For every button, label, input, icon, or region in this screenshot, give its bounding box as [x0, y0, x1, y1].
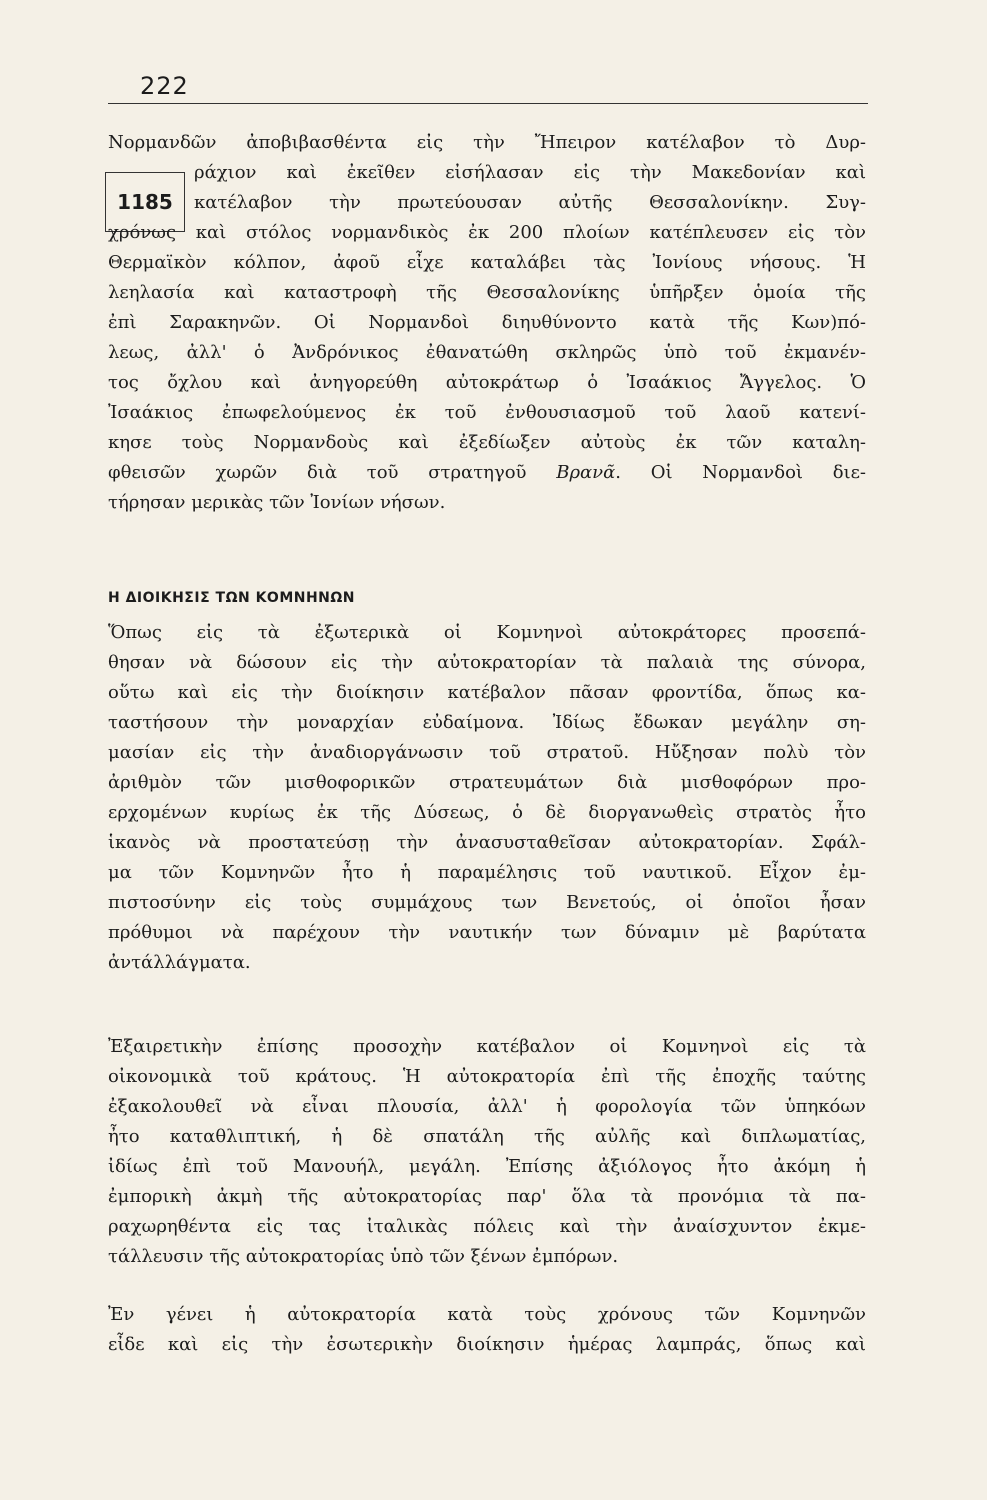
text-line: ἐξακολουθεῖ νὰ εἶναι πλουσία, ἀλλ' ἡ φορολογία τῶν ὑπηκόων — [108, 1096, 866, 1117]
text-line: Ἰσαάκιος ἐπωφελούμενος ἐκ τοῦ ἐνθουσιασμοῦ τοῦ λαοῦ κατενί- — [108, 402, 866, 423]
text-line: ράχιον καὶ ἐκεῖθεν εἰσήλασαν εἰς τὴν Μακεδονίαν καὶ — [194, 162, 866, 183]
text-line: ἀντάλλάγματα. — [108, 952, 251, 973]
paragraph-normans — [108, 128, 866, 518]
text-line: Ἐξαιρετικὴν ἐπίσης προσοχὴν κατέβαλον οἱ Κομνηνοὶ εἰς τὰ — [108, 1036, 866, 1057]
text-segment: φθεισῶν χωρῶν διὰ τοῦ στρατηγοῦ — [108, 462, 527, 483]
text-line: ἀριθμὸν τῶν μισθοφορικῶν στρατευμάτων διὰ μισθοφόρων προ- — [108, 772, 866, 793]
text-line: οὕτω καὶ εἰς τὴν διοίκησιν κατέβαλον πᾶσαν φροντίδα, ὅπως κα- — [108, 682, 866, 703]
text-line: ἐμπορικὴ ἀκμὴ τῆς αὐτοκρατορίας παρ' ὅλα τὰ προνόμια τὰ πα- — [108, 1186, 866, 1207]
text-line: ραχωρηθέντα εἰς τας ἰταλικὰς πόλεις καὶ τὴν ἀναίσχυντον ἐκμε- — [108, 1216, 866, 1237]
text-line: θησαν νὰ δώσουν εἰς τὴν αὐτοκρατορίαν τὰ παλαιὰ της σύνορα, — [108, 652, 866, 673]
text-line: ἱκανὸς νὰ προστατεύσῃ τὴν ἀνασυσταθεῖσαν αὐτοκρατορίαν. Σφάλ- — [108, 832, 866, 853]
text-line: ἐπὶ Σαρακηνῶν. Οἱ Νορμανδοὶ διηυθύνοντο κατὰ τῆς Κων)πό- — [108, 312, 866, 333]
text-line: τάλλευσιν τῆς αὐτοκρατορίας ὑπὸ τῶν ξένων ἐμπόρων. — [108, 1246, 619, 1267]
text-line: ερχομένων κυρίως ἐκ τῆς Δύσεως, ὁ δὲ διοργανωθεὶς στρατὸς ἦτο — [108, 802, 866, 823]
text-line: ἰδίως ἐπὶ τοῦ Μανουήλ, μεγάλη. Ἐπίσης ἀξιόλογος ἦτο ἀκόμη ἡ — [108, 1156, 866, 1177]
text-line: οἰκονομικὰ τοῦ κράτους. Ἡ αὐτοκρατορία ἐπὶ τῆς ἐποχῆς ταύτης — [108, 1066, 866, 1087]
text-line: Νορμανδῶν ἀποβιβασθέντα εἰς τὴν Ἤπειρον κατέλαβον τὸ Δυρ- — [108, 132, 866, 153]
year-marker: 1185 — [105, 172, 185, 232]
text-line: εἶδε καὶ εἰς τὴν ἐσωτερικὴν διοίκησιν ἡμέρας λαμπράς, ὅπως καὶ — [108, 1334, 866, 1355]
text-line: λεηλασία καὶ καταστροφὴ τῆς Θεσσαλονίκης ὑπῆρξεν ὁμοία τῆς — [108, 282, 866, 303]
text-segment: . Οἱ Νορμανδοὶ διε- — [615, 462, 866, 483]
header-rule — [108, 103, 868, 104]
text-line — [108, 458, 866, 488]
paragraph-economy — [108, 1032, 866, 1272]
text-line: χρόνως καὶ στόλος νορμανδικὸς ἐκ 200 πλοίων κατέπλευσεν εἰς τὸν — [108, 222, 866, 243]
emphasized-name: Βρανᾶ — [556, 462, 616, 483]
text-line: λεως, ἀλλ' ὁ Ἀνδρόνικος ἐθανατώθη σκληρῶς ὑπὸ τοῦ ἐκμανέν- — [108, 342, 866, 363]
text-line: κατέλαβον τὴν πρωτεύουσαν αὐτῆς Θεσσαλονίκην. Συγ- — [194, 192, 866, 213]
text-line: πρόθυμοι νὰ παρέχουν τὴν ναυτικήν των δύναμιν μὲ βαρύτατα — [108, 922, 866, 943]
text-line: Ἐν γένει ἡ αὐτοκρατορία κατὰ τοὺς χρόνους τῶν Κομνηνῶν — [108, 1304, 866, 1325]
paragraph-administration — [108, 618, 866, 978]
text-line: μα τῶν Κομνηνῶν ἦτο ἡ παραμέλησις τοῦ ναυτικοῦ. Εἶχον ἐμ- — [108, 862, 866, 883]
text-line: τος ὄχλου καὶ ἀνηγορεύθη αὐτοκράτωρ ὁ Ἰσαάκιος Ἄγγελος. Ὁ — [108, 372, 866, 393]
page-number: 222 — [140, 72, 189, 100]
paragraph-internal — [108, 1300, 866, 1360]
text-line: Θερμαϊκὸν κόλπον, ἀφοῦ εἶχε καταλάβει τὰς Ἰονίους νήσους. Ἡ — [108, 252, 866, 273]
text-line: κησε τοὺς Νορμανδοὺς καὶ ἐξεδίωξεν αὐτοὺς ἐκ τῶν καταλη- — [108, 432, 866, 453]
section-heading: Η ΔΙΟΙΚΗΣΙΣ ΤΩΝ ΚΟΜΝΗΝΩΝ — [108, 590, 356, 606]
text-line: ἦτο καταθλιπτική, ἡ δὲ σπατάλη τῆς αὐλῆς καὶ διπλωματίας, — [108, 1126, 866, 1147]
text-line: πιστοσύνην εἰς τοὺς συμμάχους των Βενετούς, οἱ ὁποῖοι ἦσαν — [108, 892, 866, 913]
text-line: Ὅπως εἰς τὰ ἐξωτερικὰ οἱ Κομνηνοὶ αὐτοκράτορες προσεπά- — [108, 622, 866, 643]
text-line: μασίαν εἰς τὴν ἀναδιοργάνωσιν τοῦ στρατοῦ. Ηὔξησαν πολὺ τὸν — [108, 742, 866, 763]
text-line: ταστήσουν τὴν μοναρχίαν εὐδαίμονα. Ἰδίως ἔδωκαν μεγάλην ση- — [108, 712, 866, 733]
text-line: τήρησαν μερικὰς τῶν Ἰονίων νήσων. — [108, 492, 446, 513]
